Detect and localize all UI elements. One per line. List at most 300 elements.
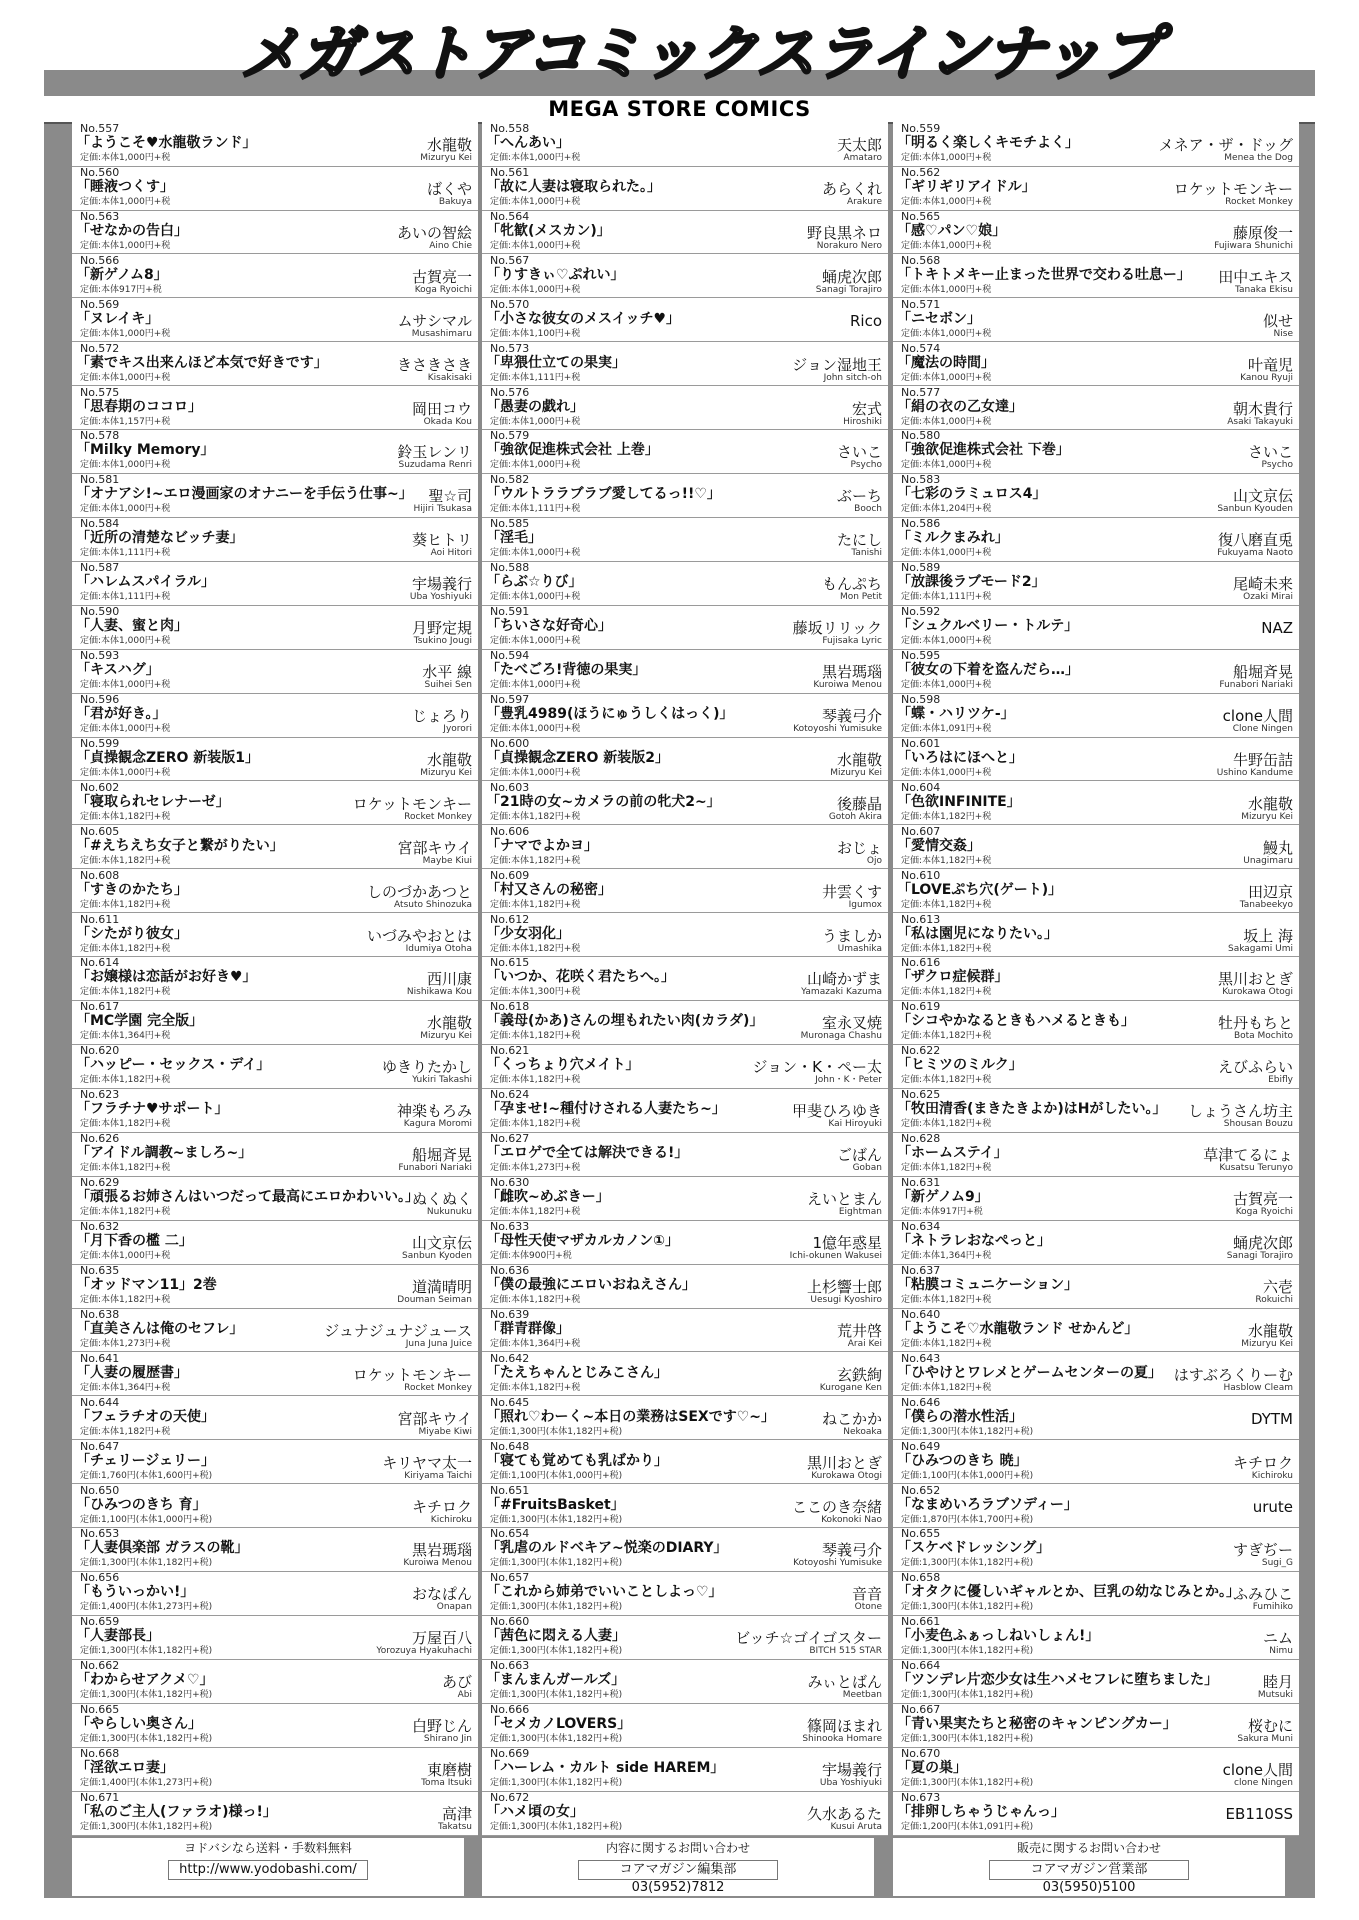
entry-author: 神楽もろみ [396,1102,472,1121]
entry-number: No.590 [80,605,120,619]
entry-price: 定価:本体1,000円+税 [901,240,992,251]
entry-title: 「ネトラレおなぺっと」 [897,1233,1051,1249]
entry-author-romaji: Kusui Aruta [830,1821,882,1832]
entry-number: No.645 [490,1395,530,1409]
entry-price: 定価:本体1,182円+税 [490,1075,581,1086]
entry-title: 「#FruitsBasket」 [486,1496,625,1513]
entry-author: 井雲くす [821,882,882,901]
entry-title: 「まんまんガールズ」 [486,1672,626,1689]
entry-title: 「照れ♡わーく~本日の業務はSEXです♡~」 [486,1408,776,1425]
entry-number: No.667 [901,1703,941,1717]
entry-author: clone人間 [1222,1761,1293,1780]
entry-title: 「色欲INFINITE」 [897,793,1021,810]
entry-author-romaji: Shousan Bouzu [1223,1119,1293,1130]
entry-author: ぶーち [836,487,882,506]
entry-title: 「ようこそ♡水龍敬ランド せかんど」 [897,1320,1139,1337]
catalog-entry [72,122,478,167]
entry-price: 定価:本体1,000円+税 [901,416,992,427]
entry-author-romaji: Tanishi [851,548,882,559]
entry-author-romaji: Uesugi Kyoshiro [810,1294,882,1305]
entry-author-romaji: Kotoyoshi Yumisuke [793,723,882,734]
catalog-entry [72,386,478,431]
entry-price: 定価:本体1,000円+税 [901,328,992,339]
footer-contact: コアマガジン営業部 03(5950)5100 [989,1860,1189,1880]
entry-author-romaji: clone Ningen [1234,1778,1293,1789]
footer-box-editorial [482,1838,874,1896]
entry-author-romaji: Uba Yoshiyuki [409,592,472,603]
catalog-entry [893,1132,1299,1177]
catalog-entry [72,254,478,299]
entry-title: 「乳虐のルドベキア~悦楽のDIARY」 [486,1540,728,1557]
entry-title: 「ひやけとワレメとゲームセンターの夏」 [897,1364,1163,1381]
catalog-entry [893,1088,1299,1133]
entry-number: No.641 [80,1351,120,1365]
page-title: メガストアコミックスラインナップ [240,19,1159,89]
entry-author: urute [1252,1497,1293,1516]
entry-title: 「ハッピー・セックス・デイ」 [76,1057,271,1074]
entry-number: No.640 [901,1307,941,1321]
entry-number: No.668 [80,1747,120,1761]
entry-author: ばくや [426,179,472,198]
entry-number: No.578 [80,429,120,443]
catalog-entry [893,1440,1299,1485]
entry-price: 定価:本体1,000円+税 [80,723,171,734]
catalog-entry [482,122,888,167]
entry-number: No.655 [901,1527,941,1541]
entry-author: 船堀斉晃 [1232,663,1293,682]
catalog-entry [482,210,888,255]
entry-price: 定価:1,100円(本体1,000円+税) [901,1470,1034,1481]
brand-label: MEGA STORE COMICS [548,97,811,121]
entry-number: No.593 [80,649,120,663]
entry-author: 黒岩瑪瑙 [821,663,882,682]
entry-title: 「ちいさな好奇心」 [486,618,612,635]
footer-box-sales [893,1838,1285,1896]
entry-author-romaji: Fukuyama Naoto [1217,548,1293,559]
entry-author-romaji: Kanou Ryuji [1240,372,1293,383]
entry-number: No.599 [80,736,120,750]
entry-number: No.585 [490,517,530,531]
catalog-entry [72,1571,478,1616]
entry-price: 定価:本体1,364円+税 [490,1338,581,1349]
entry-title: 「小さな彼女のメスイッチ♥」 [486,310,680,327]
entry-title: 「すきのかたち」 [76,881,188,898]
entry-number: No.560 [80,165,120,179]
catalog-entry [893,1791,1299,1836]
entry-title: 「明るく楽しくキモチよく」 [897,135,1079,151]
entry-price: 定価:1,300円(本体1,182円+税) [901,1426,1034,1437]
entry-price: 定価:本体1,182円+税 [490,1382,581,1393]
entry-title: 「愚妻の戯れ」 [486,398,584,415]
entry-number: No.639 [490,1307,530,1321]
catalog-entry [893,1527,1299,1572]
catalog-entry [72,1220,478,1265]
entry-price: 定価:1,300円(本体1,182円+税) [490,1734,623,1745]
entry-title: 「ようこそ♥水龍敬ランド」 [76,135,257,151]
entry-author-romaji: Rocket Monkey [1225,196,1293,207]
catalog-entry [72,1659,478,1704]
entry-title: 「母性天使マザカルカノン①」 [486,1233,680,1249]
entry-author: 宮部キウイ [397,1409,472,1428]
entry-price: 定価:本体1,111円+税 [490,372,581,383]
entry-author: 荒井啓 [836,1321,882,1340]
entry-author-romaji: Nukunuku [426,1207,472,1218]
entry-number: No.591 [490,605,530,619]
entry-author-romaji: Koga Ryoichi [414,284,472,295]
brand-band [44,96,1315,124]
entry-number: No.567 [490,253,530,267]
entry-author: キリヤマ太一 [382,1453,472,1472]
catalog-entry [482,1044,888,1089]
entry-author-romaji: Uba Yoshiyuki [819,1778,882,1789]
entry-title: 「僕らの潜水性活」 [897,1408,1023,1425]
entry-title: 「ツンデレ片恋少女は生ハメセフレに堕ちました」 [897,1672,1219,1689]
catalog-entry [72,825,478,870]
entry-title: 「チェリージェリー」 [76,1452,216,1469]
catalog-entry [482,781,888,826]
entry-author: 月野定規 [411,619,472,638]
entry-price: 定価:1,400円(本体1,273円+税) [80,1602,213,1613]
entry-price: 定価:1,300円(本体1,182円+税) [490,1646,623,1657]
entry-title: 「LOVEぷち穴(ゲート)」 [897,881,1063,898]
catalog-entry [482,1352,888,1397]
entry-author: 東磨樹 [426,1761,472,1780]
entry-price: 定価:1,200円(本体1,091円+税) [901,1821,1034,1832]
entry-number: No.647 [80,1439,120,1453]
entry-number: No.666 [490,1703,530,1717]
entry-price: 定価:本体1,000円+税 [80,636,171,647]
entry-number: No.642 [490,1351,530,1365]
entry-title: 「ザクロ症候群」 [897,969,1009,986]
entry-title: 「人妻、蜜と肉」 [76,618,188,635]
catalog-entry [72,1791,478,1836]
entry-price: 定価:本体1,000円+税 [490,196,581,207]
entry-author: 久水あるた [806,1804,882,1823]
entry-price: 定価:1,760円(本体1,600円+税) [80,1470,213,1481]
entry-price: 定価:本体1,000円+税 [490,284,581,295]
entry-number: No.572 [80,341,120,355]
entry-number: No.606 [490,824,530,838]
entry-price: 定価:本体917円+税 [901,1207,983,1218]
entry-title: 「ホームステイ」 [897,1145,1008,1162]
entry-number: No.613 [901,912,941,926]
entry-number: No.592 [901,605,941,619]
catalog-entry [482,1659,888,1704]
entry-title: 「オタクに優しいギャルとか、巨乳の幼なじみとか。」 [897,1584,1240,1601]
entry-author: 牡丹もちと [1217,1014,1293,1033]
entry-price: 定価:本体1,182円+税 [901,1031,992,1042]
entry-author: 水龍敬 [836,750,882,769]
entry-author-romaji: Nishikawa Kou [406,987,472,998]
entry-author-romaji: Norakuro Nero [816,240,882,251]
entry-title: 「絹の衣の乙女達」 [897,398,1023,415]
catalog-entry [72,1308,478,1353]
entry-number: No.669 [490,1747,530,1761]
entry-author: DYTM [1251,1409,1293,1428]
entry-price: 定価:本体1,364円+税 [901,1251,992,1261]
entry-author-romaji: Menea the Dog [1224,153,1293,163]
entry-number: No.577 [901,385,941,399]
entry-author: 黒川おとぎ [1217,970,1293,989]
entry-number: No.653 [80,1527,120,1541]
entry-title: 「睡液つくす」 [76,178,174,195]
catalog-entry [482,649,888,694]
entry-title: 「MC学園 完全版」 [76,1013,204,1030]
catalog-entry [893,1264,1299,1309]
entry-price: 定価:1,300円(本体1,182円+税) [490,1558,623,1569]
entry-title: 「アイドル調教~ましろ~」 [76,1145,253,1162]
catalog-entry [893,1703,1299,1748]
entry-author-romaji: Kusatsu Terunyo [1219,1163,1293,1174]
entry-price: 定価:1,300円(本体1,182円+税) [80,1821,213,1832]
catalog-entry [72,869,478,914]
entry-author: 後藤晶 [836,794,882,813]
catalog-entry [72,166,478,211]
entry-number: No.575 [80,385,120,399]
entry-price: 定価:本体1,000円+税 [901,153,992,163]
entry-author: あいの智絵 [396,223,472,242]
entry-author: ビッチ☆ゴイゴスター [735,1629,882,1648]
catalog-entry [893,825,1299,870]
entry-price: 定価:本体1,364円+税 [80,1031,171,1042]
entry-number: No.569 [80,297,120,311]
catalog-entry [482,693,888,738]
entry-price: 定価:1,300円(本体1,182円+税) [490,1778,623,1789]
entry-title: 「いろはにほへと」 [897,749,1023,766]
entry-number: No.661 [901,1615,941,1629]
catalog-entry [893,1659,1299,1704]
entry-price: 定価:本体917円+税 [80,284,162,295]
entry-title: 「故に人妻は寝取られた。」 [486,178,661,195]
entry-author: 睦月 [1262,1673,1293,1692]
entry-price: 定価:本体1,273円+税 [80,1338,171,1349]
entry-number: No.626 [80,1132,120,1146]
entry-author-romaji: Kai Hiroyuki [828,1119,882,1130]
entry-number: No.570 [490,297,530,311]
entry-author-romaji: Mizuryu Kei [1241,1338,1293,1349]
entry-number: No.595 [901,649,941,663]
footer-heading: 内容に関するお問い合わせ [605,1841,750,1855]
entry-number: No.644 [80,1395,120,1409]
entry-author-romaji: Sakura Muni [1237,1734,1293,1745]
entry-price: 定価:本体1,182円+税 [901,987,992,998]
entry-author-romaji: Asaki Takayuki [1227,416,1293,427]
entry-price: 定価:本体1,000円+税 [901,548,992,559]
entry-title: 「フラチナ♥サポート」 [76,1101,229,1118]
entry-number: No.566 [80,253,120,267]
entry-title: 「牧田清香(まきたきよか)はHがしたい。」 [897,1101,1167,1118]
entry-author-romaji: Suzudama Renri [398,460,472,471]
entry-author: 宮部キウイ [397,838,472,857]
entry-number: No.559 [901,122,941,135]
entry-author: 音音 [851,1585,882,1604]
entry-author: 篠岡ほまれ [806,1717,882,1736]
entry-price: 定価:本体1,000円+税 [490,592,581,603]
entry-author-romaji: Ushino Kandume [1216,767,1293,778]
entry-author: あらくれ [821,179,882,198]
entry-author-romaji: Funabori Nariaki [1219,680,1293,691]
entry-author: おじょ [836,838,882,857]
entry-price: 定価:本体1,000円+税 [80,153,171,163]
entry-author-romaji: Ichi-okunen Wakusei [789,1251,882,1261]
entry-author-romaji: Ebifly [1268,1075,1293,1086]
entry-price: 定価:1,300円(本体1,182円+税) [80,1646,213,1657]
entry-title: 「寝取られセレナーゼ」 [76,793,230,810]
entry-author-romaji: Mizuryu Kei [1241,811,1293,822]
entry-price: 定価:本体1,182円+税 [80,1075,171,1086]
catalog-entry [72,1132,478,1177]
catalog-entry [482,737,888,782]
entry-author-romaji: Mizuryu Kei [420,1031,472,1042]
entry-price: 定価:本体1,000円+税 [80,196,171,207]
entry-author: しのづかあつと [366,882,472,901]
entry-author: じょろり [411,706,472,725]
catalog-entry [893,166,1299,211]
entry-author-romaji: John sitch-oh [823,372,882,383]
entry-title: 「夏の巣」 [897,1760,967,1777]
entry-number: No.652 [901,1483,941,1497]
footer-heading: 販売に関するお問い合わせ [1016,1841,1161,1855]
entry-price: 定価:本体1,111円+税 [901,592,992,603]
entry-price: 定価:1,300円(本体1,182円+税) [901,1558,1034,1569]
entry-author: 藤原俊一 [1232,223,1293,242]
catalog-entry [72,429,478,474]
entry-number: No.629 [80,1176,120,1190]
entry-number: No.611 [80,912,120,926]
entry-title: 「人妻部長」 [76,1628,160,1645]
entry-author-romaji: Kiriyama Taichi [404,1470,472,1481]
entry-author-romaji: Arakure [846,196,882,207]
entry-author: 宇場義行 [821,1761,882,1780]
catalog-entry [482,342,888,387]
entry-author-romaji: Hiroshiki [843,416,882,427]
entry-number: No.628 [901,1132,941,1146]
entry-title: 「らぶ☆りび」 [486,574,583,591]
entry-price: 定価:1,300円(本体1,182円+税) [80,1690,213,1701]
entry-author-romaji: Clone Ningen [1232,723,1293,734]
entry-number: No.607 [901,824,941,838]
entry-title: 「粘膜コミュニケーション」 [897,1276,1079,1293]
entry-title: 「ひみつのきち 育」 [76,1496,207,1513]
entry-title: 「卑猥仕立ての果実」 [486,354,626,371]
entry-price: 定価:本体1,182円+税 [901,943,992,954]
entry-author: 道満晴明 [411,1277,472,1296]
entry-author: 高津 [441,1804,472,1823]
entry-price: 定価:本体1,182円+税 [490,1294,581,1305]
entry-author: 宇場義行 [411,575,472,594]
entry-number: No.602 [80,780,120,794]
entry-title: 「シたがり彼女」 [76,925,188,942]
catalog-entry [893,1176,1299,1221]
entry-author-romaji: Hasblow Cleam [1223,1382,1293,1393]
entry-title: 「キスハグ」 [76,662,160,679]
entry-author-romaji: Toma Itsuki [421,1778,472,1789]
footer-box-shop [72,1838,464,1896]
entry-title: 「ひみつのきち 暁」 [897,1452,1028,1469]
entry-price: 定価:本体1,182円+税 [490,811,581,822]
catalog-entry [482,517,888,562]
entry-price: 定価:本体1,182円+税 [901,1163,992,1174]
entry-title: 「放課後ラブモード2」 [897,574,1046,591]
entry-author-romaji: Onapan [436,1602,472,1613]
entry-author: 鈴玉レンリ [397,443,472,462]
catalog-entry [72,1747,478,1792]
entry-title: 「強欲促進株式会社 上巻」 [486,442,659,459]
entry-author-romaji: Kichiroku [1251,1470,1293,1481]
entry-author-romaji: Fumihiko [1252,1602,1293,1613]
entry-author: ロケットモンキー [352,1365,472,1384]
entry-price: 定価:本体1,182円+税 [80,1119,171,1130]
entry-author: 尾崎未来 [1232,575,1293,594]
entry-title: 「ヌレイキ」 [76,310,160,327]
entry-author-romaji: Booch [854,504,882,515]
footer-url-link[interactable]: http://www.yodobashi.com/ [168,1860,368,1880]
entry-author: ごばん [836,1146,882,1165]
entry-author-romaji: Jyorori [443,723,472,734]
entry-price: 定価:1,870円(本体1,700円+税) [901,1514,1034,1525]
entry-number: No.663 [490,1659,530,1673]
entry-title: 「ハメ頃の女」 [486,1803,584,1820]
entry-author-romaji: Mizuryu Kei [420,767,472,778]
entry-author-romaji: Maybe Kiui [422,855,472,866]
entry-number: No.617 [80,1000,120,1014]
entry-number: No.620 [80,1044,120,1058]
entry-title: 「寝ても覚めても乳ばかり」 [486,1452,668,1469]
entry-number: No.573 [490,341,530,355]
entry-price: 定価:1,300円(本体1,182円+税) [901,1734,1034,1745]
entry-title: 「スケベドレッシング」 [897,1540,1051,1557]
catalog-entry [482,869,888,914]
entry-title: 「蝶・ハリツケ-」 [897,705,1015,722]
entry-price: 定価:本体1,182円+税 [490,855,581,866]
entry-author: 復八磨直兎 [1217,531,1293,550]
entry-author: ムサシマル [397,311,472,330]
entry-title: 「群青群像」 [486,1320,570,1337]
entry-author-romaji: Takatsu [437,1821,472,1832]
catalog-entry [482,386,888,431]
entry-number: No.646 [901,1395,941,1409]
entry-price: 定価:本体1,182円+税 [901,1294,992,1305]
entry-number: No.615 [490,956,530,970]
catalog-entry [482,298,888,343]
entry-price: 定価:本体1,000円+税 [901,284,992,295]
entry-price: 定価:本体1,000円+税 [490,153,581,163]
entry-price: 定価:1,300円(本体1,182円+税) [490,1426,623,1437]
catalog-entry [482,1527,888,1572]
catalog-entry [893,869,1299,914]
entry-number: No.624 [490,1088,530,1102]
catalog-entry [72,1352,478,1397]
entry-title: 「僕の最強にエロいおねえさん」 [486,1276,696,1293]
catalog-entry [72,693,478,738]
entry-price: 定価:1,300円(本体1,182円+税) [901,1690,1034,1701]
entry-price: 定価:本体1,000円+税 [490,548,581,559]
entry-author-romaji: Sakagami Umi [1227,943,1293,954]
entry-author-romaji: Hijiri Tsukasa [413,504,472,515]
catalog-entry [482,1484,888,1529]
entry-author: 聖☆司 [428,487,472,506]
entry-title: 「淫欲エロ妻」 [76,1760,174,1777]
entry-title: 「私のご主人(ファラオ)様っ!」 [76,1803,277,1820]
entry-price: 定価:本体1,300円+税 [490,987,581,998]
entry-title: 「直美さんは俺のセフレ」 [76,1320,244,1337]
entry-author-romaji: Aoi Hitori [430,548,472,559]
catalog-entry [72,1484,478,1529]
entry-number: No.660 [490,1615,530,1629]
entry-price: 定価:本体1,182円+税 [901,1382,992,1393]
entry-number: No.558 [490,122,530,135]
entry-number: No.623 [80,1088,120,1102]
